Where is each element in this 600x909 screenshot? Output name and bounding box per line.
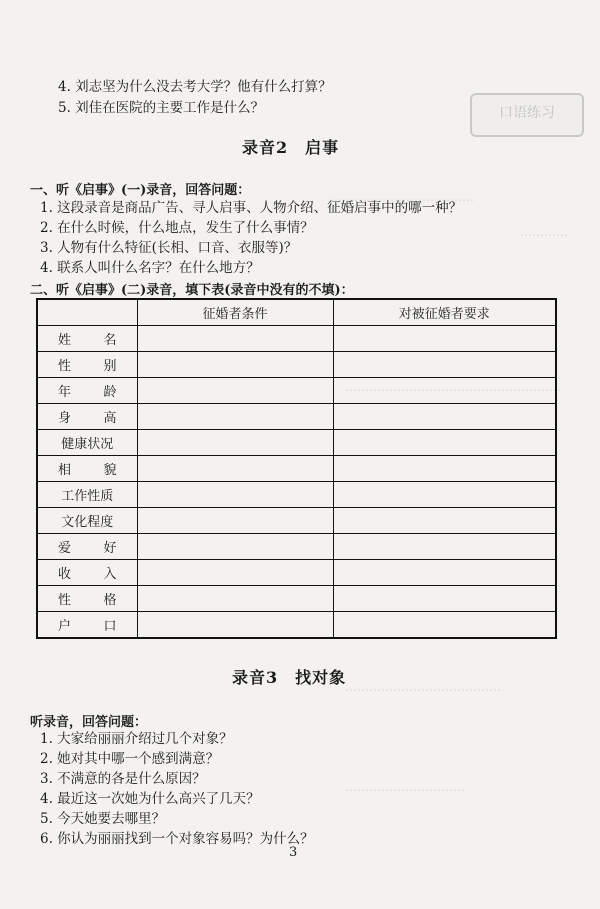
- row-label: [37, 326, 137, 352]
- part2-heading: 二、听《启事》(二)录音，填下表(录音中没有的不填)：: [30, 283, 354, 298]
- label-part: 龄: [103, 385, 117, 400]
- row-label: [37, 586, 137, 612]
- requirement-cell[interactable]: [333, 378, 556, 404]
- table-row: [37, 352, 556, 378]
- label-part: 入: [103, 567, 117, 582]
- requirement-cell[interactable]: [333, 352, 556, 378]
- label-part: 户: [58, 619, 72, 634]
- label-part: 文化程度: [61, 515, 114, 530]
- question: 6. 你认为丽丽找到一个对象容易吗？为什么？: [40, 831, 314, 847]
- row-label: [37, 560, 137, 586]
- table-row: [37, 378, 556, 404]
- bleed-through-text: ………………………………: [330, 190, 474, 204]
- requirement-cell[interactable]: [333, 326, 556, 352]
- row-label: [37, 456, 137, 482]
- table-row: [37, 534, 556, 560]
- label-part: 格: [103, 593, 117, 608]
- label-part: 性: [58, 359, 72, 374]
- applicant-cell[interactable]: [137, 534, 333, 560]
- label-part: 别: [103, 359, 117, 374]
- row-label: [37, 508, 137, 534]
- table-row: [37, 482, 556, 508]
- label-part: 身: [58, 411, 72, 426]
- applicant-cell[interactable]: [137, 508, 333, 534]
- section-title-recording-3: 录音3 找对象: [232, 668, 347, 687]
- question: 5. 今天她要去哪里？: [40, 811, 166, 827]
- table-row: [37, 430, 556, 456]
- row-label: [37, 404, 137, 430]
- top-question: 5. 刘佳在医院的主要工作是什么？: [58, 100, 265, 116]
- label-part: 年: [58, 385, 72, 400]
- row-label: [37, 534, 137, 560]
- part1-heading: 一、听《启事》(一)录音，回答问题：: [30, 183, 251, 198]
- section-title-recording-2: 录音2 启事: [242, 138, 340, 157]
- row-label: [37, 378, 137, 404]
- label-part: 貌: [103, 463, 117, 478]
- applicant-cell[interactable]: [137, 430, 333, 456]
- question: 3. 人物有什么特征(长相、口音、衣服等)？: [40, 240, 298, 256]
- requirement-cell[interactable]: [333, 534, 556, 560]
- bleed-through-text: …………………………: [345, 780, 465, 794]
- table-header-row: [37, 299, 556, 326]
- requirement-cell[interactable]: [333, 586, 556, 612]
- row-label: [37, 612, 137, 639]
- marriage-ad-form-table: [36, 298, 557, 639]
- label-part: 工作性质: [61, 489, 114, 504]
- table-row: [37, 560, 556, 586]
- row-label: [37, 430, 137, 456]
- applicant-cell[interactable]: [137, 378, 333, 404]
- bleed-through-text: …………………………………: [345, 680, 501, 694]
- bleed-through-text: …………: [520, 225, 568, 239]
- label-part: 相: [58, 463, 72, 478]
- applicant-cell[interactable]: [137, 456, 333, 482]
- requirement-cell[interactable]: [333, 612, 556, 639]
- table-row: [37, 456, 556, 482]
- page-number: 3: [289, 845, 298, 860]
- question: 4. 联系人叫什么名字？在什么地方？: [40, 260, 260, 276]
- label-part: 健康状况: [61, 437, 114, 452]
- label-part: 收: [58, 567, 72, 582]
- question: 2. 在什么时候，什么地点，发生了什么事情？: [40, 220, 314, 236]
- listening-heading: 听录音，回答问题：: [30, 715, 148, 730]
- label-part: 口: [103, 619, 117, 634]
- question: 1. 大家给丽丽介绍过几个对象？: [40, 731, 233, 747]
- requirement-cell[interactable]: [333, 560, 556, 586]
- label-part: 好: [103, 541, 117, 556]
- applicant-cell[interactable]: [137, 586, 333, 612]
- label-part: 名: [103, 333, 117, 348]
- applicant-cell[interactable]: [137, 482, 333, 508]
- requirement-cell[interactable]: [333, 404, 556, 430]
- bleed-through-text: ………………………………………………: [345, 380, 561, 394]
- question: 2. 她对其中哪一个感到满意？: [40, 751, 220, 767]
- applicant-cell[interactable]: [137, 352, 333, 378]
- table-header-cell: [37, 299, 137, 326]
- requirement-cell[interactable]: [333, 508, 556, 534]
- table-header-cell: 征婚者条件: [137, 299, 333, 326]
- question: 4. 最近这一次她为什么高兴了几天？: [40, 791, 260, 807]
- applicant-cell[interactable]: [137, 612, 333, 639]
- oral-practice-stamp: 口语练习: [470, 93, 584, 137]
- top-question: 4. 刘志坚为什么没去考大学？他有什么打算？: [58, 79, 332, 95]
- applicant-cell[interactable]: [137, 560, 333, 586]
- applicant-cell[interactable]: [137, 326, 333, 352]
- label-part: 姓: [58, 333, 72, 348]
- table-header-cell: 对被征婚者要求: [333, 299, 556, 326]
- row-label: [37, 482, 137, 508]
- table-row: [37, 586, 556, 612]
- question: 1. 这段录音是商品广告、寻人启事、人物介绍、征婚启事中的哪一种？: [40, 200, 463, 216]
- label-part: 高: [103, 411, 117, 426]
- row-label: [37, 352, 137, 378]
- table-row: [37, 404, 556, 430]
- table-row: [37, 508, 556, 534]
- requirement-cell[interactable]: [333, 456, 556, 482]
- requirement-cell[interactable]: [333, 430, 556, 456]
- applicant-cell[interactable]: [137, 404, 333, 430]
- requirement-cell[interactable]: [333, 482, 556, 508]
- label-part: 性: [58, 593, 72, 608]
- table-row: [37, 612, 556, 639]
- question: 3. 不满意的各是什么原因？: [40, 771, 206, 787]
- label-part: 爱: [58, 541, 72, 556]
- table-row: [37, 326, 556, 352]
